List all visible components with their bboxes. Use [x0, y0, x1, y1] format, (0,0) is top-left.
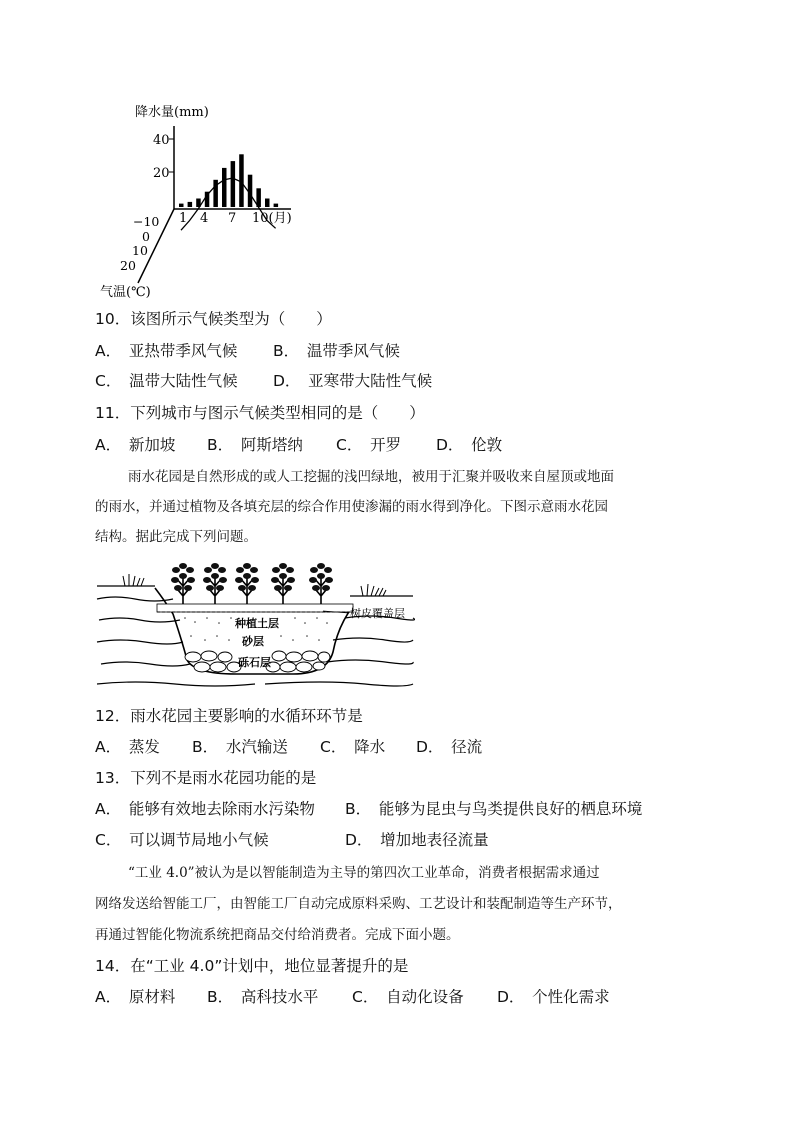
precip-tick-label: 40: [153, 133, 170, 148]
question-13: 13．下列不是雨水花园功能的是: [95, 769, 317, 787]
passage-2-line-1: “工业 4.0”被认为是以智能制造为主导的第四次工业革命，消费者根据需求通过: [128, 865, 600, 881]
rain-garden-diagram: [95, 556, 415, 692]
q11-option-a[interactable]: A． 新加坡: [95, 436, 176, 454]
precip-bar: [231, 161, 236, 207]
temp-axis-label: 气温(℃): [100, 285, 151, 300]
q13-option-b[interactable]: B． 能够为昆虫与鸟类提供良好的栖息环境: [345, 800, 643, 818]
passage-1-line-2: 的雨水，并通过植物及各填充层的综合作用使渗漏的雨水得到净化。下图示意雨水花园: [95, 499, 608, 515]
month-tick-label: 4: [200, 211, 209, 226]
precip-bar: [222, 168, 227, 207]
q14-option-d[interactable]: D． 个性化需求: [497, 988, 610, 1006]
precip-bar: [179, 204, 184, 207]
temp-tick-label: −10: [133, 214, 160, 229]
month-tick-label: 1: [179, 211, 188, 226]
question-14: 14．在“工业 4.0”计划中，地位显著提升的是: [95, 957, 409, 975]
question-12: 12．雨水花园主要影响的水循环环节是: [95, 707, 363, 725]
precip-tick-label: 20: [153, 166, 170, 181]
precip-axis-label: 降水量(mm): [135, 105, 209, 120]
q14-option-b[interactable]: B． 高科技水平: [207, 988, 319, 1006]
passage-1-line-3: 结构。据此完成下列问题。: [95, 529, 257, 545]
label-gravel-layer: 砾石层: [238, 656, 271, 669]
ground-lines-right: [265, 616, 415, 686]
q11-option-b[interactable]: B． 阿斯塔纳: [207, 436, 303, 454]
temp-tick-label: 10: [132, 243, 148, 258]
precip-bar: [274, 204, 279, 207]
q12-option-c[interactable]: C． 降水: [320, 738, 386, 756]
q12-option-b[interactable]: B． 水汽输送: [192, 738, 288, 756]
plant: [171, 563, 195, 604]
q14-option-c[interactable]: C． 自动化设备: [352, 988, 464, 1006]
precip-bars: [179, 154, 278, 207]
q11-option-c[interactable]: C． 开罗: [336, 436, 402, 454]
plant: [235, 563, 259, 604]
plant: [203, 563, 227, 604]
q10-option-b[interactable]: B． 温带季风气候: [273, 342, 400, 360]
label-bark-layer: 树皮覆盖层: [350, 607, 405, 620]
q10-option-d[interactable]: D． 亚寒带大陆性气候: [273, 372, 433, 390]
precip-bar: [188, 202, 193, 207]
month-tick-label: 7: [228, 211, 237, 226]
q13-option-d[interactable]: D． 增加地表径流量: [345, 831, 489, 849]
temp-tick-label: 0: [142, 229, 150, 244]
label-sand-layer: 砂层: [242, 635, 264, 648]
plants: [171, 563, 333, 604]
q11-option-d[interactable]: D． 伦敦: [436, 436, 503, 454]
label-soil-layer: 种植土层: [235, 617, 279, 630]
plant: [309, 563, 333, 604]
q12-option-a[interactable]: A． 蒸发: [95, 738, 160, 756]
q10-option-a[interactable]: A． 亚热带季风气候: [95, 342, 238, 360]
climate-chart: [95, 98, 310, 303]
question-11: 11．下列城市与图示气候类型相同的是（ ）: [95, 404, 425, 422]
q13-option-a[interactable]: A． 能够有效地去除雨水污染物: [95, 800, 315, 818]
passage-2-line-2: 网络发送给智能工厂，由智能工厂自动完成原料采购、工艺设计和装配制造等生产环节，: [95, 896, 622, 912]
plant: [271, 563, 295, 604]
month-tick-label: 10(月): [252, 211, 292, 226]
passage-2-line-3: 再通过智能化物流系统把商品交付给消费者。完成下面小题。: [95, 927, 460, 943]
passage-1-line-1: 雨水花园是自然形成的或人工挖掘的浅凹绿地，被用于汇聚并吸收来自屋顶或地面: [128, 469, 614, 485]
q13-option-c[interactable]: C． 可以调节局地小气候: [95, 831, 269, 849]
q10-option-c[interactable]: C． 温带大陆性气候: [95, 372, 238, 390]
q14-option-a[interactable]: A． 原材料: [95, 988, 176, 1006]
precip-bar: [265, 199, 270, 208]
question-10: 10．该图所示气候类型为（ ）: [95, 310, 332, 328]
q12-option-d[interactable]: D． 径流: [416, 738, 483, 756]
temp-tick-label: 20: [120, 258, 136, 273]
